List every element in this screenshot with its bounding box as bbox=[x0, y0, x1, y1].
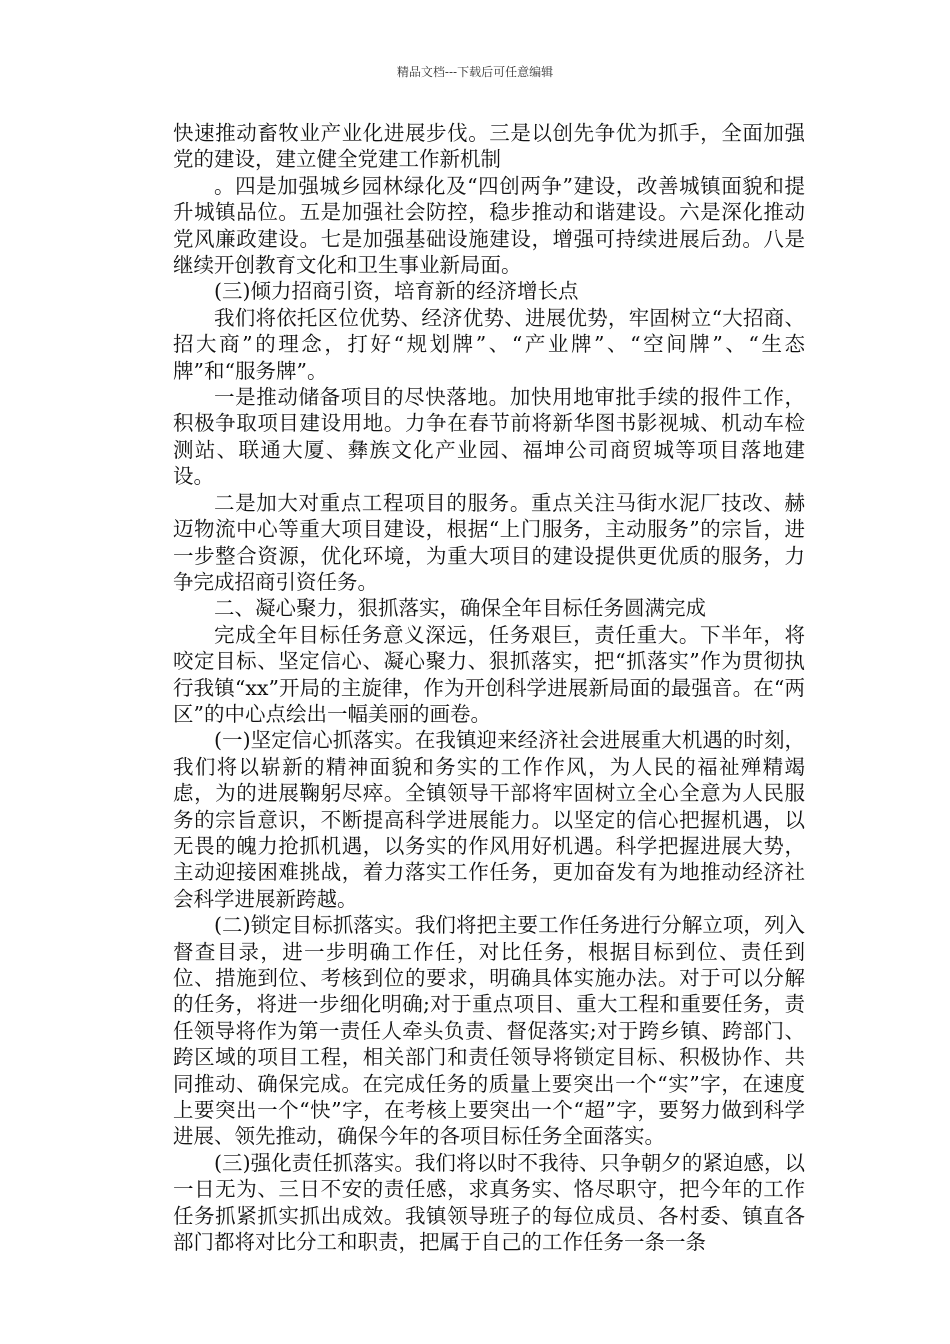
section-heading: (三)倾力招商引资，培育新的经济增长点 bbox=[214, 279, 579, 304]
document-body bbox=[173, 120, 805, 1255]
paragraph: 完成全年目标任务意义深远，任务艰巨，责任重大。下半年，将咬定目标、坚定信心、凝心聚力、狠抓落实，把“抓落实”作为贯彻执行我镇“xx”开局的主旋律，作为开创科学进展新局面的最强音。在“两区”的中心点绘出一幅美丽的画卷。 bbox=[173, 622, 805, 726]
page-header: 精品文档---下载后可任意编辑 bbox=[396, 65, 554, 79]
paragraph: 。四是加强城乡园林绿化及“四创两争”建设，改善城镇面貌和提升城镇品位。五是加强社会防控，稳步推动和谐建设。六是深化推动党风廉政建设。七是加强基础设施建设，增强可持续进展后劲。八是继续开创教育文化和卫生事业新局面。 bbox=[173, 173, 805, 278]
paragraph: 快速推动畜牧业产业化进展步伐。三是以创先争优为抓手，全面加强党的建设，建立健全党建工作新机制 bbox=[173, 121, 805, 172]
paragraph: 我们将依托区位优势、经济优势、进展优势，牢固树立“大招商、招大商”的理念，打好“规划牌”、“产业牌”、“空间牌”、“生态牌”和“服务牌”。 bbox=[173, 305, 805, 383]
paragraph: 一是推动储备项目的尽快落地。加快用地审批手续的报件工作，积极争取项目建设用地。力争在春节前将新华图书影视城、机动车检测站、联通大厦、彝族文化产业园、福坤公司商贸城等项目落地建设。 bbox=[173, 385, 805, 489]
paragraph: (一)坚定信心抓落实。在我镇迎来经济社会进展重大机遇的时刻，我们将以崭新的精神面貌和务实的工作作风，为人民的福祉殚精竭虑，为的进展鞠躬尽瘁。全镇领导干部将牢固树立全心全意为人民服务的宗旨意识，不断提高科学进展能力。以坚定的信心把握机遇，以无畏的魄力抢抓机遇，以务实的作风用好机遇。科学把握进展大势，主动迎接困难挑战，着力落实工作任务，更加奋发有为地推动经济社会科学进展新跨越。 bbox=[173, 728, 805, 911]
paragraph: (二)锁定目标抓落实。我们将把主要工作任务进行分解立项，列入督查目录，进一步明确工作任，对比任务，根据目标到位、责任到位、措施到位、考核到位的要求，明确具体实施办法。对于可以分解的任务，将进一步细化明确;对于重点项目、重大工程和重要任务，责任领导将作为第一责任人牵头负责、督促落实;对于跨乡镇、跨部门、跨区域的项目工程，相关部门和责任领导将锁定目标、积极协作、共同推动、确保完成。在完成任务的质量上要突出一个“实”字，在速度上要突出一个“快”字，在考核上要突出一个“超”字，要努力做到科学进展、领先推动，确保今年的各项目标任务全面落实。 bbox=[173, 913, 805, 1149]
section-heading: 二、凝心聚力，狠抓落实，确保全年目标任务圆满完成 bbox=[214, 596, 706, 621]
paragraph: 二是加大对重点工程项目的服务。重点关注马街水泥厂技改、赫迈物流中心等重大项目建设，根据“上门服务，主动服务”的宗旨，进一步整合资源，优化环境，为重大项目的建设提供更优质的服务，力争完成招商引资任务。 bbox=[173, 490, 805, 594]
paragraph: (三)强化责任抓落实。我们将以时不我待、只争朝夕的紧迫感，以一日无为、三日不安的责任感，求真务实、恪尽职守，把今年的工作任务抓紧抓实抓出成效。我镇领导班子的每位成员、各村委、镇直各部门都将对比分工和职责，把属于自己的工作任务一条一条 bbox=[173, 1150, 805, 1255]
